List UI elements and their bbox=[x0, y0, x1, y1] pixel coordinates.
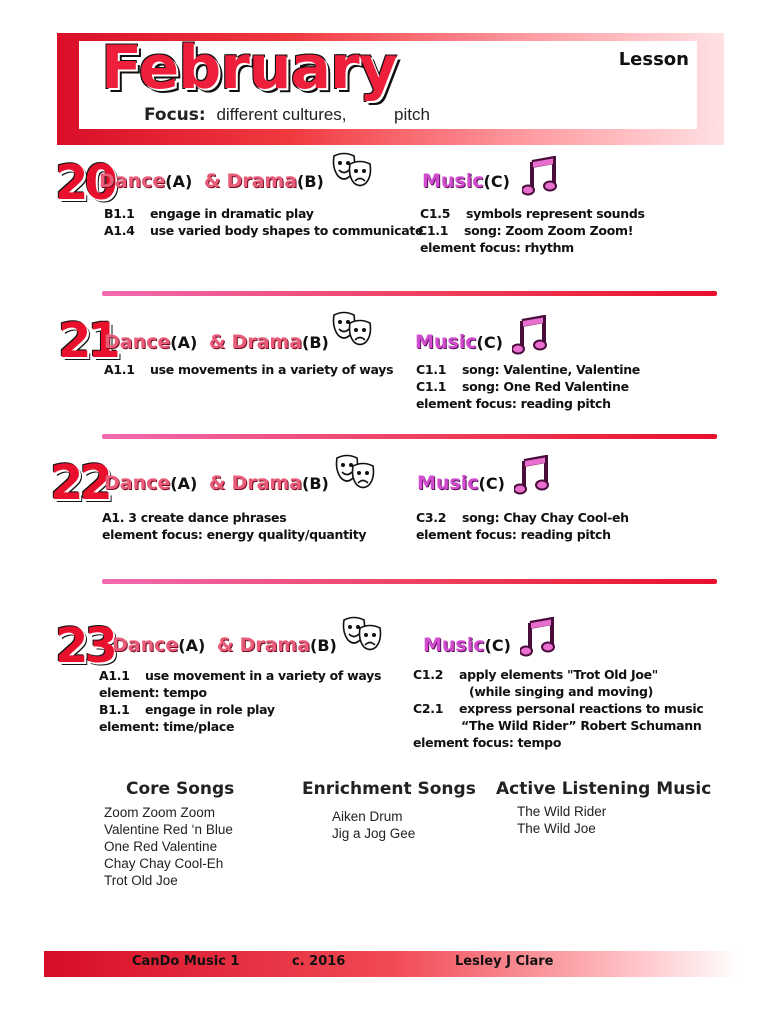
outcome-line: A1. 3 create dance phrases bbox=[102, 510, 287, 525]
music-heading bbox=[417, 472, 505, 494]
theatre-masks-icon bbox=[330, 309, 374, 349]
lesson-22-music-outcomes bbox=[416, 509, 629, 543]
header-panel bbox=[79, 33, 697, 129]
theatre-masks-icon bbox=[333, 452, 377, 492]
list-item: The Wild Rider bbox=[517, 804, 607, 819]
section-divider bbox=[102, 579, 717, 584]
header-banner bbox=[57, 33, 724, 145]
list-item: Aiken Drum bbox=[332, 809, 403, 824]
drama-suffix: (B) bbox=[302, 474, 329, 493]
music-heading bbox=[422, 170, 510, 192]
lesson-21-dance-drama-outcomes bbox=[104, 361, 393, 378]
lesson-22-dance-drama-outcomes bbox=[102, 509, 366, 543]
footer-copyright: c. 2016 bbox=[292, 954, 346, 969]
lesson-23-dance-drama-outcomes bbox=[99, 667, 381, 735]
focus-text-pitch: pitch bbox=[394, 105, 430, 124]
drama-suffix: (B) bbox=[297, 172, 324, 191]
outcome-line: C1.5 symbols represent sounds bbox=[420, 206, 645, 221]
outcome-line: C3.2 song: Chay Chay Cool-eh bbox=[416, 510, 629, 525]
dance-label: Dance bbox=[104, 331, 171, 353]
outcome-line: element: tempo bbox=[99, 685, 207, 700]
outcome-line: C2.1 express personal reactions to music bbox=[413, 701, 704, 716]
music-note-icon bbox=[522, 156, 558, 196]
ampersand: & bbox=[216, 634, 234, 656]
dance-suffix: (A) bbox=[170, 333, 198, 352]
outcome-line: element focus: rhythm bbox=[420, 240, 574, 255]
ampersand: & bbox=[203, 170, 221, 192]
lesson-20-dance-drama-outcomes bbox=[104, 205, 423, 239]
music-suffix: (C) bbox=[476, 333, 503, 352]
list-item: Jig a Jog Gee bbox=[332, 826, 416, 841]
list-item: One Red Valentine bbox=[104, 839, 218, 854]
music-label: Music bbox=[415, 331, 477, 353]
drama-label: Drama bbox=[239, 634, 311, 656]
outcome-line: C1.1 song: Zoom Zoom Zoom! bbox=[418, 223, 634, 238]
enrichment-songs-heading: Enrichment Songs bbox=[302, 779, 476, 799]
dance-drama-heading bbox=[99, 170, 324, 192]
dance-drama-heading bbox=[104, 472, 329, 494]
outcome-line: element: time/place bbox=[99, 719, 235, 734]
focus-text-cultures: different cultures, bbox=[216, 105, 347, 124]
outcome-line: B1.1 engage in role play bbox=[99, 702, 275, 717]
drama-label: Drama bbox=[231, 472, 303, 494]
footer-program: CanDo Music 1 bbox=[132, 954, 240, 969]
dance-drama-heading bbox=[112, 634, 337, 656]
list-item: Trot Old Joe bbox=[104, 873, 178, 888]
dance-drama-heading bbox=[104, 331, 329, 353]
music-suffix: (C) bbox=[484, 636, 511, 655]
outcome-line: element focus: reading pitch bbox=[416, 527, 611, 542]
active-listening-list bbox=[517, 803, 606, 837]
day-number-22: 22 bbox=[50, 455, 109, 511]
lesson-label: Lesson bbox=[618, 49, 689, 70]
enrichment-songs-list bbox=[332, 808, 415, 842]
music-note-icon bbox=[514, 455, 550, 495]
dance-suffix: (A) bbox=[170, 474, 198, 493]
dance-suffix: (A) bbox=[165, 172, 193, 191]
music-note-icon bbox=[512, 315, 548, 355]
outcome-line: A1.1 use movements in a variety of ways bbox=[104, 362, 394, 377]
dance-label: Dance bbox=[99, 170, 166, 192]
drama-label: Drama bbox=[226, 170, 298, 192]
list-item: Chay Chay Cool-Eh bbox=[104, 856, 224, 871]
active-listening-heading: Active Listening Music bbox=[496, 779, 712, 799]
lesson-20-music-outcomes bbox=[420, 205, 645, 256]
outcome-line: C1.2 apply elements "Trot Old Joe" bbox=[413, 667, 659, 682]
focus-line bbox=[144, 105, 430, 125]
footer-author: Lesley J Clare bbox=[455, 954, 554, 969]
day-number-20: 20 bbox=[55, 155, 114, 211]
music-note-icon bbox=[520, 617, 556, 657]
day-number-21: 21 bbox=[58, 313, 117, 369]
ampersand: & bbox=[208, 331, 226, 353]
outcome-line: C1.1 song: Valentine, Valentine bbox=[416, 362, 640, 377]
music-label: Music bbox=[417, 472, 479, 494]
drama-label: Drama bbox=[231, 331, 303, 353]
lesson-21-music-outcomes bbox=[416, 361, 640, 412]
list-item: The Wild Joe bbox=[517, 821, 596, 836]
outcome-line: element focus: reading pitch bbox=[416, 396, 611, 411]
music-suffix: (C) bbox=[478, 474, 505, 493]
core-songs-list bbox=[104, 804, 233, 889]
core-songs-heading: Core Songs bbox=[126, 779, 235, 799]
focus-label: Focus: bbox=[144, 105, 206, 125]
list-item: Zoom Zoom Zoom bbox=[104, 805, 216, 820]
day-number-23: 23 bbox=[55, 618, 114, 674]
ampersand: & bbox=[208, 472, 226, 494]
drama-suffix: (B) bbox=[310, 636, 337, 655]
outcome-line: “The Wild Rider” Robert Schumann bbox=[461, 718, 702, 733]
dance-label: Dance bbox=[112, 634, 179, 656]
music-heading bbox=[423, 634, 511, 656]
section-divider bbox=[102, 434, 717, 439]
music-heading bbox=[415, 331, 503, 353]
dance-label: Dance bbox=[104, 472, 171, 494]
music-label: Music bbox=[423, 634, 485, 656]
section-divider bbox=[102, 291, 717, 296]
outcome-line: element focus: tempo bbox=[413, 735, 562, 750]
outcome-line: A1.4 use varied body shapes to communicate bbox=[104, 223, 424, 238]
outcome-line: C1.1 song: One Red Valentine bbox=[416, 379, 629, 394]
lesson-23-music-outcomes bbox=[413, 666, 703, 751]
theatre-masks-icon bbox=[340, 614, 384, 654]
outcome-line: B1.1 engage in dramatic play bbox=[104, 206, 314, 221]
outcome-line: A1.1 use movement in a variety of ways bbox=[99, 668, 382, 683]
month-title: February bbox=[101, 33, 397, 103]
drama-suffix: (B) bbox=[302, 333, 329, 352]
footer-bar bbox=[44, 951, 742, 977]
music-suffix: (C) bbox=[483, 172, 510, 191]
music-label: Music bbox=[422, 170, 484, 192]
outcome-line: (while singing and moving) bbox=[469, 684, 654, 699]
list-item: Valentine Red ‘n Blue bbox=[104, 822, 233, 837]
theatre-masks-icon bbox=[330, 150, 374, 190]
dance-suffix: (A) bbox=[178, 636, 206, 655]
outcome-line: element focus: energy quality/quantity bbox=[102, 527, 367, 542]
